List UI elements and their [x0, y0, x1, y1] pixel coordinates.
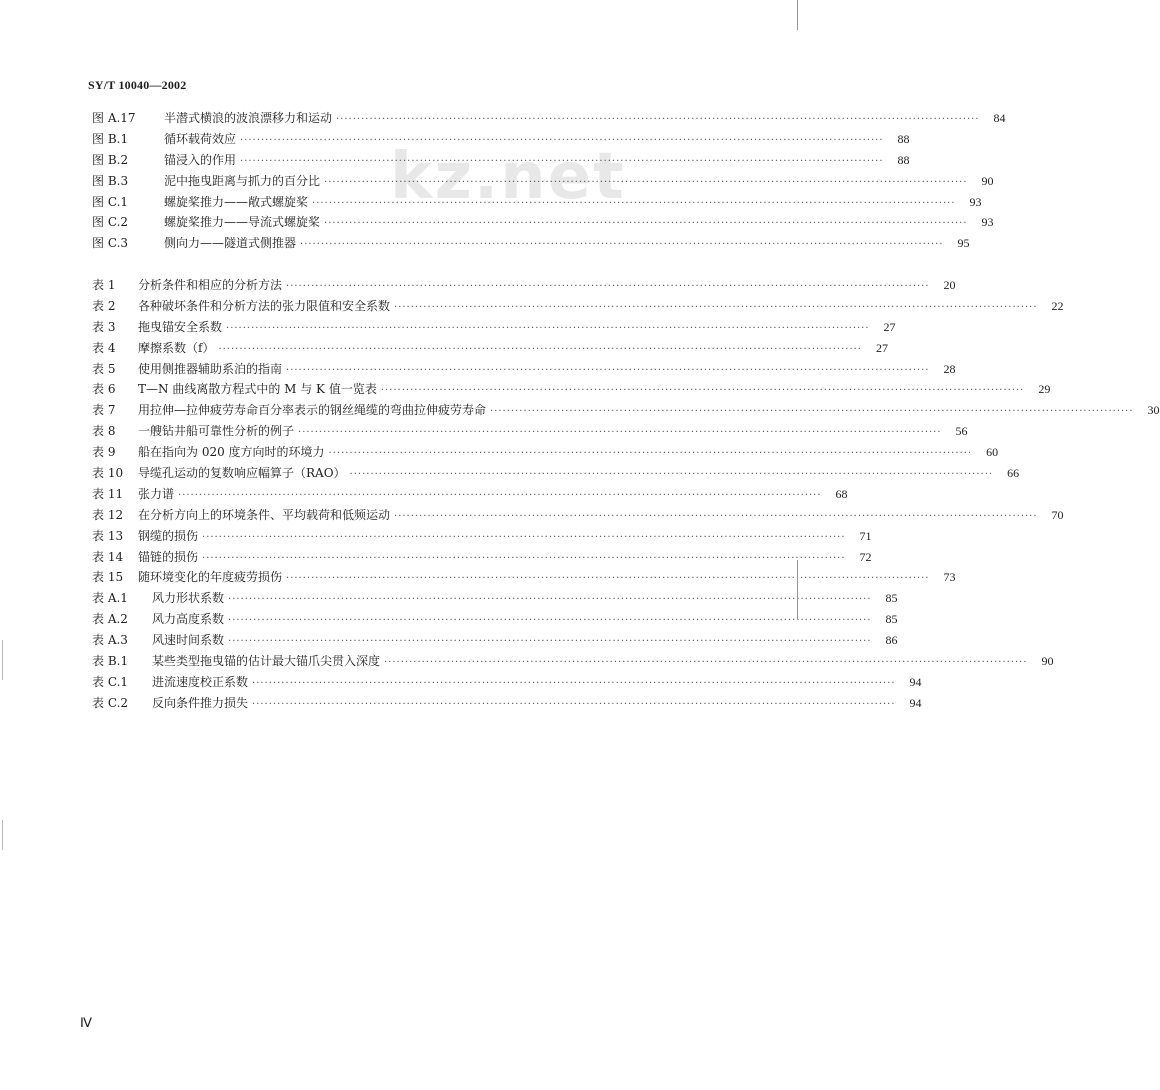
dot-leader: [252, 674, 896, 695]
table-title: 风力高度系数: [152, 612, 225, 627]
watermark-text: kz.net: [390, 140, 626, 214]
scan-edge-mark: [797, 560, 798, 620]
table-title: 用拉伸—拉伸疲劳寿命百分率表示的钢丝绳缆的弯曲拉伸疲劳寿命: [138, 403, 487, 418]
table-entry[interactable]: [92, 275, 956, 296]
figure-label: 图 B.2: [92, 152, 129, 167]
table-page-number: 27: [883, 319, 896, 334]
figure-entry[interactable]: [92, 150, 910, 171]
figure-list: [92, 108, 1006, 254]
table-entry[interactable]: [92, 651, 1054, 672]
figure-title: 螺旋桨推力——导流式螺旋桨: [164, 215, 321, 230]
table-title: 拖曳锚安全系数: [138, 319, 223, 334]
table-label: 表 12: [92, 507, 124, 522]
table-label: 表 B.1: [92, 654, 129, 669]
scan-margin-mark: [2, 820, 3, 850]
dot-leader: [240, 152, 884, 173]
figure-page-number: 90: [981, 173, 994, 188]
table-entry[interactable]: [92, 567, 956, 588]
table-label: 表 4: [92, 340, 116, 355]
table-page-number: 94: [909, 674, 922, 689]
table-entry[interactable]: [92, 547, 872, 568]
table-title: 反向条件推力损失: [152, 695, 249, 710]
figure-label: 图 C.3: [92, 236, 129, 251]
table-title: 一艘钻井船可靠性分析的例子: [138, 424, 295, 439]
table-entry[interactable]: [92, 400, 1160, 421]
dot-leader: [336, 110, 980, 131]
table-title: 船在指向为 020 度方向时的环境力: [138, 445, 325, 460]
table-page-number: 22: [1051, 298, 1064, 313]
table-label: 表 6: [92, 382, 116, 397]
dot-leader: [329, 444, 973, 465]
table-title: 钢缆的损伤: [138, 528, 199, 543]
table-label: 表 3: [92, 319, 116, 334]
table-page-number: 73: [943, 570, 956, 585]
table-title: 使用侧推器辅助系泊的指南: [138, 361, 283, 376]
table-page-number: 85: [885, 612, 898, 627]
figure-page-number: 88: [897, 152, 910, 167]
table-page-number: 85: [885, 591, 898, 606]
table-label: 表 1: [92, 278, 116, 292]
table-entry[interactable]: [92, 484, 848, 505]
table-title: 锚链的损伤: [138, 549, 199, 564]
table-page-number: 30: [1147, 403, 1160, 418]
dot-leader: [312, 194, 956, 215]
table-label: 表 14: [92, 549, 124, 564]
figure-page-number: 84: [993, 111, 1006, 125]
table-entry[interactable]: [92, 359, 956, 380]
figure-title: 循环载荷效应: [164, 131, 237, 146]
table-page-number: 20: [943, 278, 956, 292]
table-label: 表 5: [92, 361, 116, 376]
table-page-number: 70: [1051, 507, 1064, 522]
dot-leader: [178, 486, 822, 507]
table-label: 表 15: [92, 570, 124, 585]
table-page-number: 71: [859, 528, 872, 543]
table-label: 表 7: [92, 403, 116, 418]
figure-entry[interactable]: [92, 108, 1006, 129]
table-page-number: 72: [859, 549, 872, 564]
figure-title: 半潜式横浪的波浪漂移力和运动: [164, 111, 333, 125]
scan-edge-mark: [797, 0, 798, 30]
table-title: 摩擦系数（f）: [138, 340, 215, 355]
table-title: 各种破坏条件和分析方法的张力限值和安全系数: [138, 298, 391, 313]
dot-leader: [228, 590, 872, 611]
table-label: 表 A.2: [92, 612, 128, 627]
dot-leader: [384, 653, 1028, 674]
dot-leader: [252, 695, 896, 716]
dot-leader: [298, 423, 942, 444]
figure-title: 螺旋桨推力——敞式螺旋桨: [164, 194, 309, 209]
dot-leader: [394, 298, 1038, 319]
table-entry[interactable]: [92, 526, 872, 547]
dot-leader: [286, 361, 930, 382]
table-page-number: 60: [986, 445, 999, 460]
dot-leader: [202, 528, 846, 549]
figure-page-number: 93: [981, 215, 994, 230]
table-label: 表 10: [92, 466, 124, 481]
dot-leader: [490, 402, 1134, 423]
dot-leader: [228, 632, 872, 653]
table-entry[interactable]: [92, 630, 898, 651]
table-page-number: 56: [955, 424, 968, 439]
table-entry[interactable]: [92, 421, 968, 442]
table-entry[interactable]: [92, 442, 999, 463]
table-title: 风力形状系数: [152, 591, 225, 606]
table-title: 某些类型拖曳锚的估计最大锚爪尖贯入深度: [152, 654, 381, 669]
page-number: Ⅳ: [80, 1015, 92, 1030]
table-entry[interactable]: [92, 317, 896, 338]
table-title: T—N 曲线离散方程式中的 M 与 K 值一览表: [138, 382, 377, 397]
table-label: 表 2: [92, 298, 116, 313]
table-page-number: 86: [885, 633, 898, 648]
table-title: 导缆孔运动的复数响应幅算子（RAO）: [138, 466, 346, 481]
figure-title: 锚浸入的作用: [164, 152, 237, 167]
table-entry[interactable]: [92, 296, 1064, 317]
table-title: 张力谱: [138, 486, 175, 501]
table-label: 表 C.2: [92, 695, 129, 710]
table-entry[interactable]: [92, 588, 898, 609]
figure-page-number: 95: [957, 236, 970, 251]
dot-leader: [218, 340, 862, 361]
table-page-number: 28: [943, 361, 956, 376]
table-page-number: 27: [875, 340, 888, 355]
figure-label: 图 B.1: [92, 131, 129, 146]
figure-page-number: 93: [969, 194, 982, 209]
figure-label: 图 C.1: [92, 194, 129, 209]
table-entry[interactable]: [92, 505, 1064, 526]
table-title: 在分析方向上的环境条件、平均载荷和低频运动: [138, 507, 391, 522]
table-entry[interactable]: [92, 379, 1051, 400]
figure-title: 侧向力——隧道式侧推器: [164, 236, 297, 251]
dot-leader: [300, 235, 944, 256]
figure-title: 泥中拖曳距离与抓力的百分比: [164, 173, 321, 188]
scan-margin-mark: [2, 640, 3, 680]
table-title: 进流速度校正系数: [152, 674, 249, 689]
figure-entry[interactable]: [92, 212, 994, 233]
figure-label: 图 A.17: [92, 111, 136, 125]
table-title: 随环境变化的年度疲劳损伤: [138, 570, 283, 585]
dot-leader: [226, 319, 870, 340]
table-page-number: 66: [1007, 466, 1020, 481]
table-label: 表 9: [92, 445, 116, 460]
table-label: 表 A.1: [92, 591, 128, 606]
dot-leader: [394, 507, 1038, 528]
table-page-number: 90: [1041, 654, 1054, 669]
table-title: 分析条件和相应的分析方法: [138, 278, 283, 292]
dot-leader: [324, 214, 968, 235]
dot-leader: [381, 381, 1025, 402]
table-page-number: 68: [835, 486, 848, 501]
table-page-number: 94: [909, 695, 922, 710]
dot-leader: [202, 549, 846, 570]
figure-entry[interactable]: [92, 171, 994, 192]
table-entry[interactable]: [92, 672, 922, 693]
dot-leader: [350, 465, 994, 486]
table-entry[interactable]: [92, 463, 1020, 484]
dot-leader: [324, 173, 968, 194]
figure-entry[interactable]: [92, 192, 982, 213]
figure-label: 图 B.3: [92, 173, 129, 188]
table-label: 表 A.3: [92, 633, 128, 648]
table-list: [92, 275, 1160, 714]
document-code-header: SY/T 10040—2002: [88, 78, 187, 92]
dot-leader: [240, 131, 884, 152]
table-label: 表 8: [92, 424, 116, 439]
table-page-number: 29: [1038, 382, 1051, 397]
figure-entry[interactable]: [92, 233, 970, 254]
table-label: 表 C.1: [92, 674, 129, 689]
dot-leader: [286, 277, 930, 298]
figure-page-number: 88: [897, 131, 910, 146]
table-label: 表 13: [92, 528, 124, 543]
table-entry[interactable]: [92, 609, 898, 630]
figure-label: 图 C.2: [92, 215, 129, 230]
table-entry[interactable]: [92, 338, 888, 359]
table-label: 表 11: [92, 486, 124, 501]
table-entry[interactable]: [92, 693, 922, 714]
dot-leader: [228, 611, 872, 632]
dot-leader: [286, 569, 930, 590]
figure-entry[interactable]: [92, 129, 910, 150]
table-title: 风速时间系数: [152, 633, 225, 648]
